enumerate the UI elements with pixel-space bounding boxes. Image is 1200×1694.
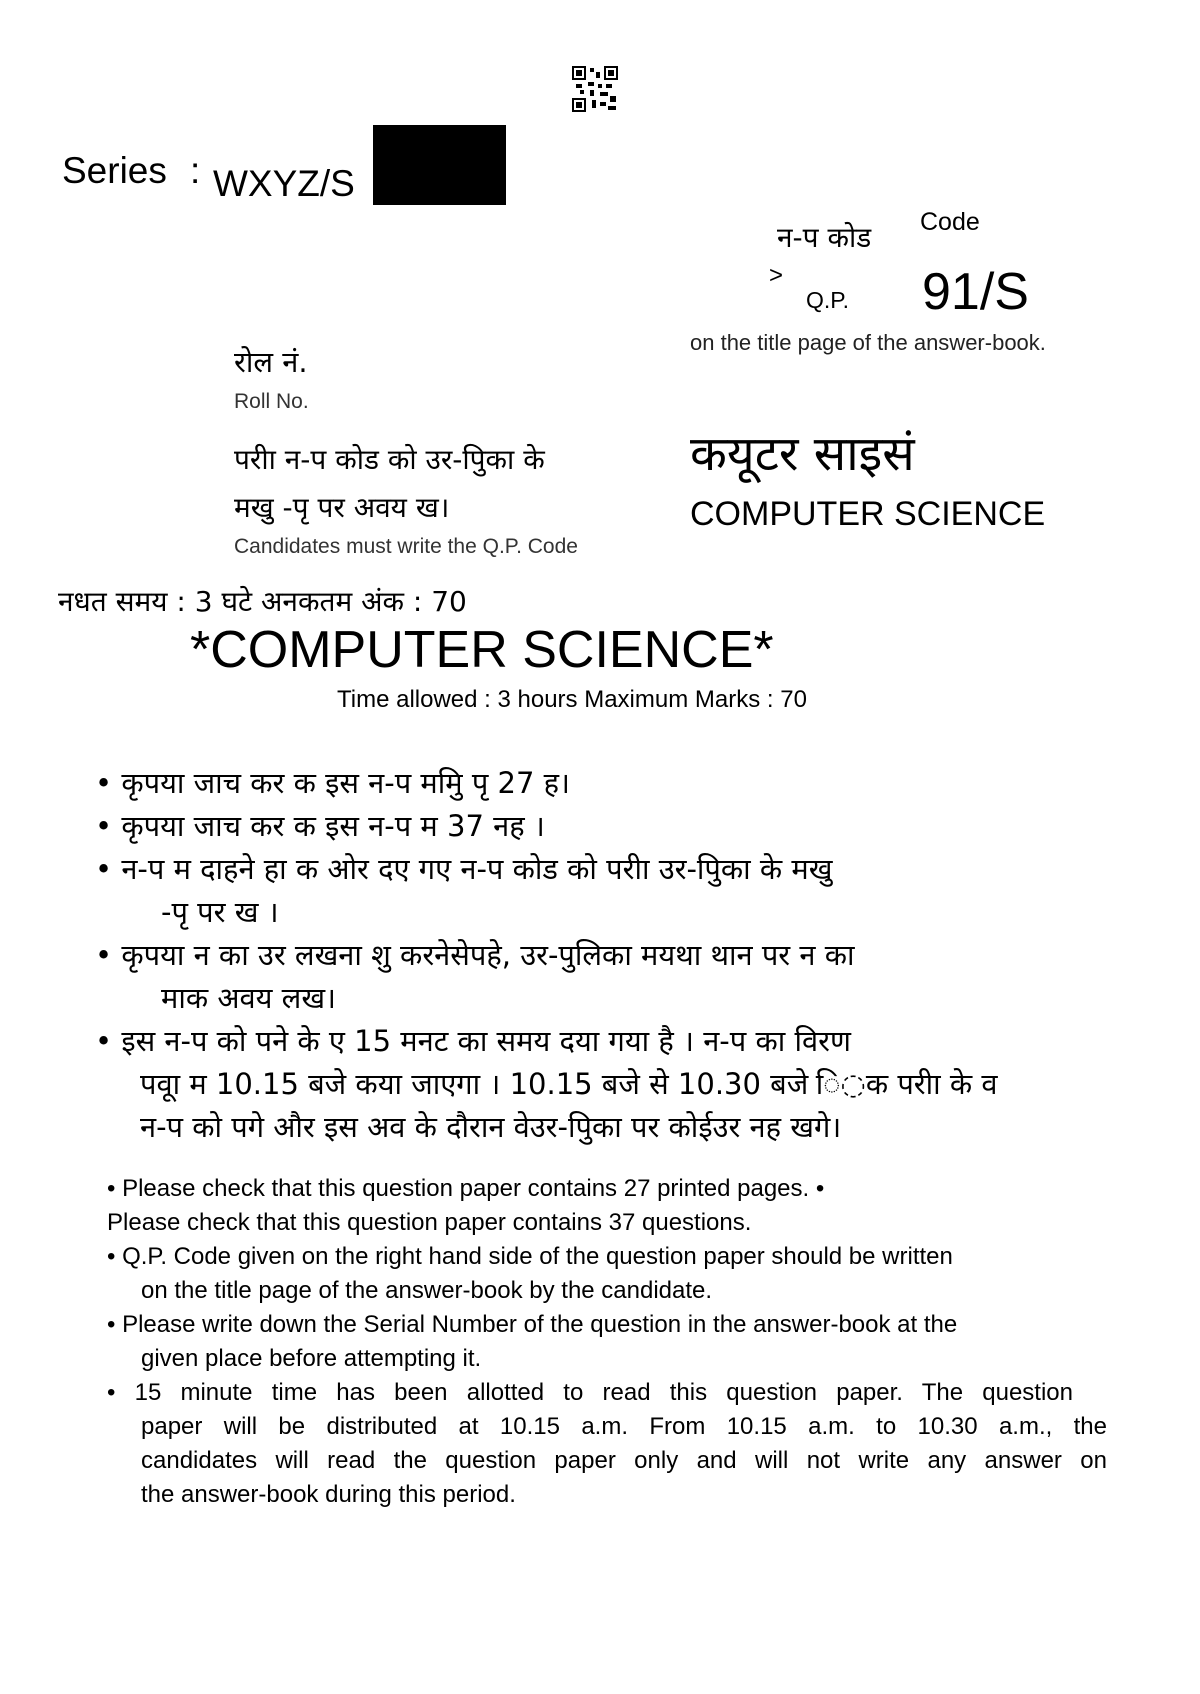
list-item: • न-प म दाहने हा क ओर दए गए न-प कोड को परीा उर-पुिका के मखु -पृ पर ख ।	[95, 852, 833, 929]
list-item: • कृपया जाच कर क इस न-प ममुि पृ 27 ह।	[95, 766, 571, 800]
instruction-line: candidates will read the question paper only and will not write any answer on	[141, 1447, 1107, 1474]
candidate-note-hindi-line2: मखु -पृ पर अवय ख।	[234, 491, 450, 524]
instruction-line: paper will be distributed at 10.15 a.m. From 10.15 a.m. to 10.30 a.m., the	[141, 1413, 1107, 1440]
qp-label: Q.P.	[806, 287, 850, 313]
list-item: • इस न-प को पने के ए 15 मनट का समय दया गया है । न-प का विरण पवूा म 10.15 बजे कया जाएगा । 10.15 बजे से 10.30 बजे ि◌क परीा के व न-प को पगे और इस अव के दौरान वेउर-पुिका पर कोईउर नह खगे।	[95, 1024, 998, 1144]
series-label: Series	[62, 150, 167, 191]
time-marks-hindi: नधत समय : 3 घटे अनकतम अंक : 70	[58, 585, 467, 618]
time-marks-en: Time allowed : 3 hours Maximum Marks : 70	[337, 686, 807, 713]
qp-code-value: 91/S	[922, 263, 1029, 321]
redaction-box	[373, 125, 506, 205]
list-item: • कृपया जाच कर क इस न-प म 37 नह ।	[95, 809, 545, 843]
roll-no-label: Roll No.	[234, 390, 309, 413]
series-value: WXYZ/S	[213, 163, 355, 204]
qp-hint-text: on the title page of the answer-book.	[690, 330, 1046, 355]
series-colon: :	[190, 150, 201, 191]
qr-code-icon	[572, 66, 618, 112]
instruction-line: Please check that this question paper contains 37 questions.	[107, 1209, 752, 1236]
instruction-line: • Please write down the Serial Number of the question in the answer-book at the	[107, 1311, 958, 1338]
roll-no-label-hindi: रोल नं.	[234, 345, 308, 379]
list-item: • कृपया न का उर लखना शु करनेसेपहे, उर-पुलिका मयथा थान पर न का माक अवय लख।	[95, 938, 855, 1015]
instruction-line: • Please check that this question paper contains 27 printed pages. •	[107, 1175, 825, 1202]
instruction-line: • Q.P. Code given on the right hand side of the question paper should be written	[107, 1243, 953, 1270]
hindi-instructions	[95, 762, 1135, 1149]
instruction-line: the answer-book during this period.	[141, 1481, 516, 1508]
instruction-line: given place before attempting it.	[141, 1345, 482, 1372]
candidate-note-hindi-line1: परीा न-प कोड को उर-पुिका के	[234, 443, 545, 476]
instruction-line: • 15 minute time has been allotted to read this question paper. The question	[107, 1379, 1073, 1406]
instruction-line: on the title page of the answer-book by the candidate.	[141, 1277, 713, 1304]
qp-arrow: >	[769, 262, 784, 289]
subject-title-hindi: कयूटर साइसं	[690, 426, 915, 482]
qp-code-label-en: Code	[920, 208, 980, 236]
candidate-note-en: Candidates must write the Q.P. Code	[234, 535, 578, 558]
main-title: *COMPUTER SCIENCE*	[190, 621, 774, 679]
qp-code-label-hindi: न-प कोड	[777, 221, 872, 254]
english-instructions	[107, 1172, 1117, 1512]
subject-title-en: COMPUTER SCIENCE	[690, 495, 1046, 533]
